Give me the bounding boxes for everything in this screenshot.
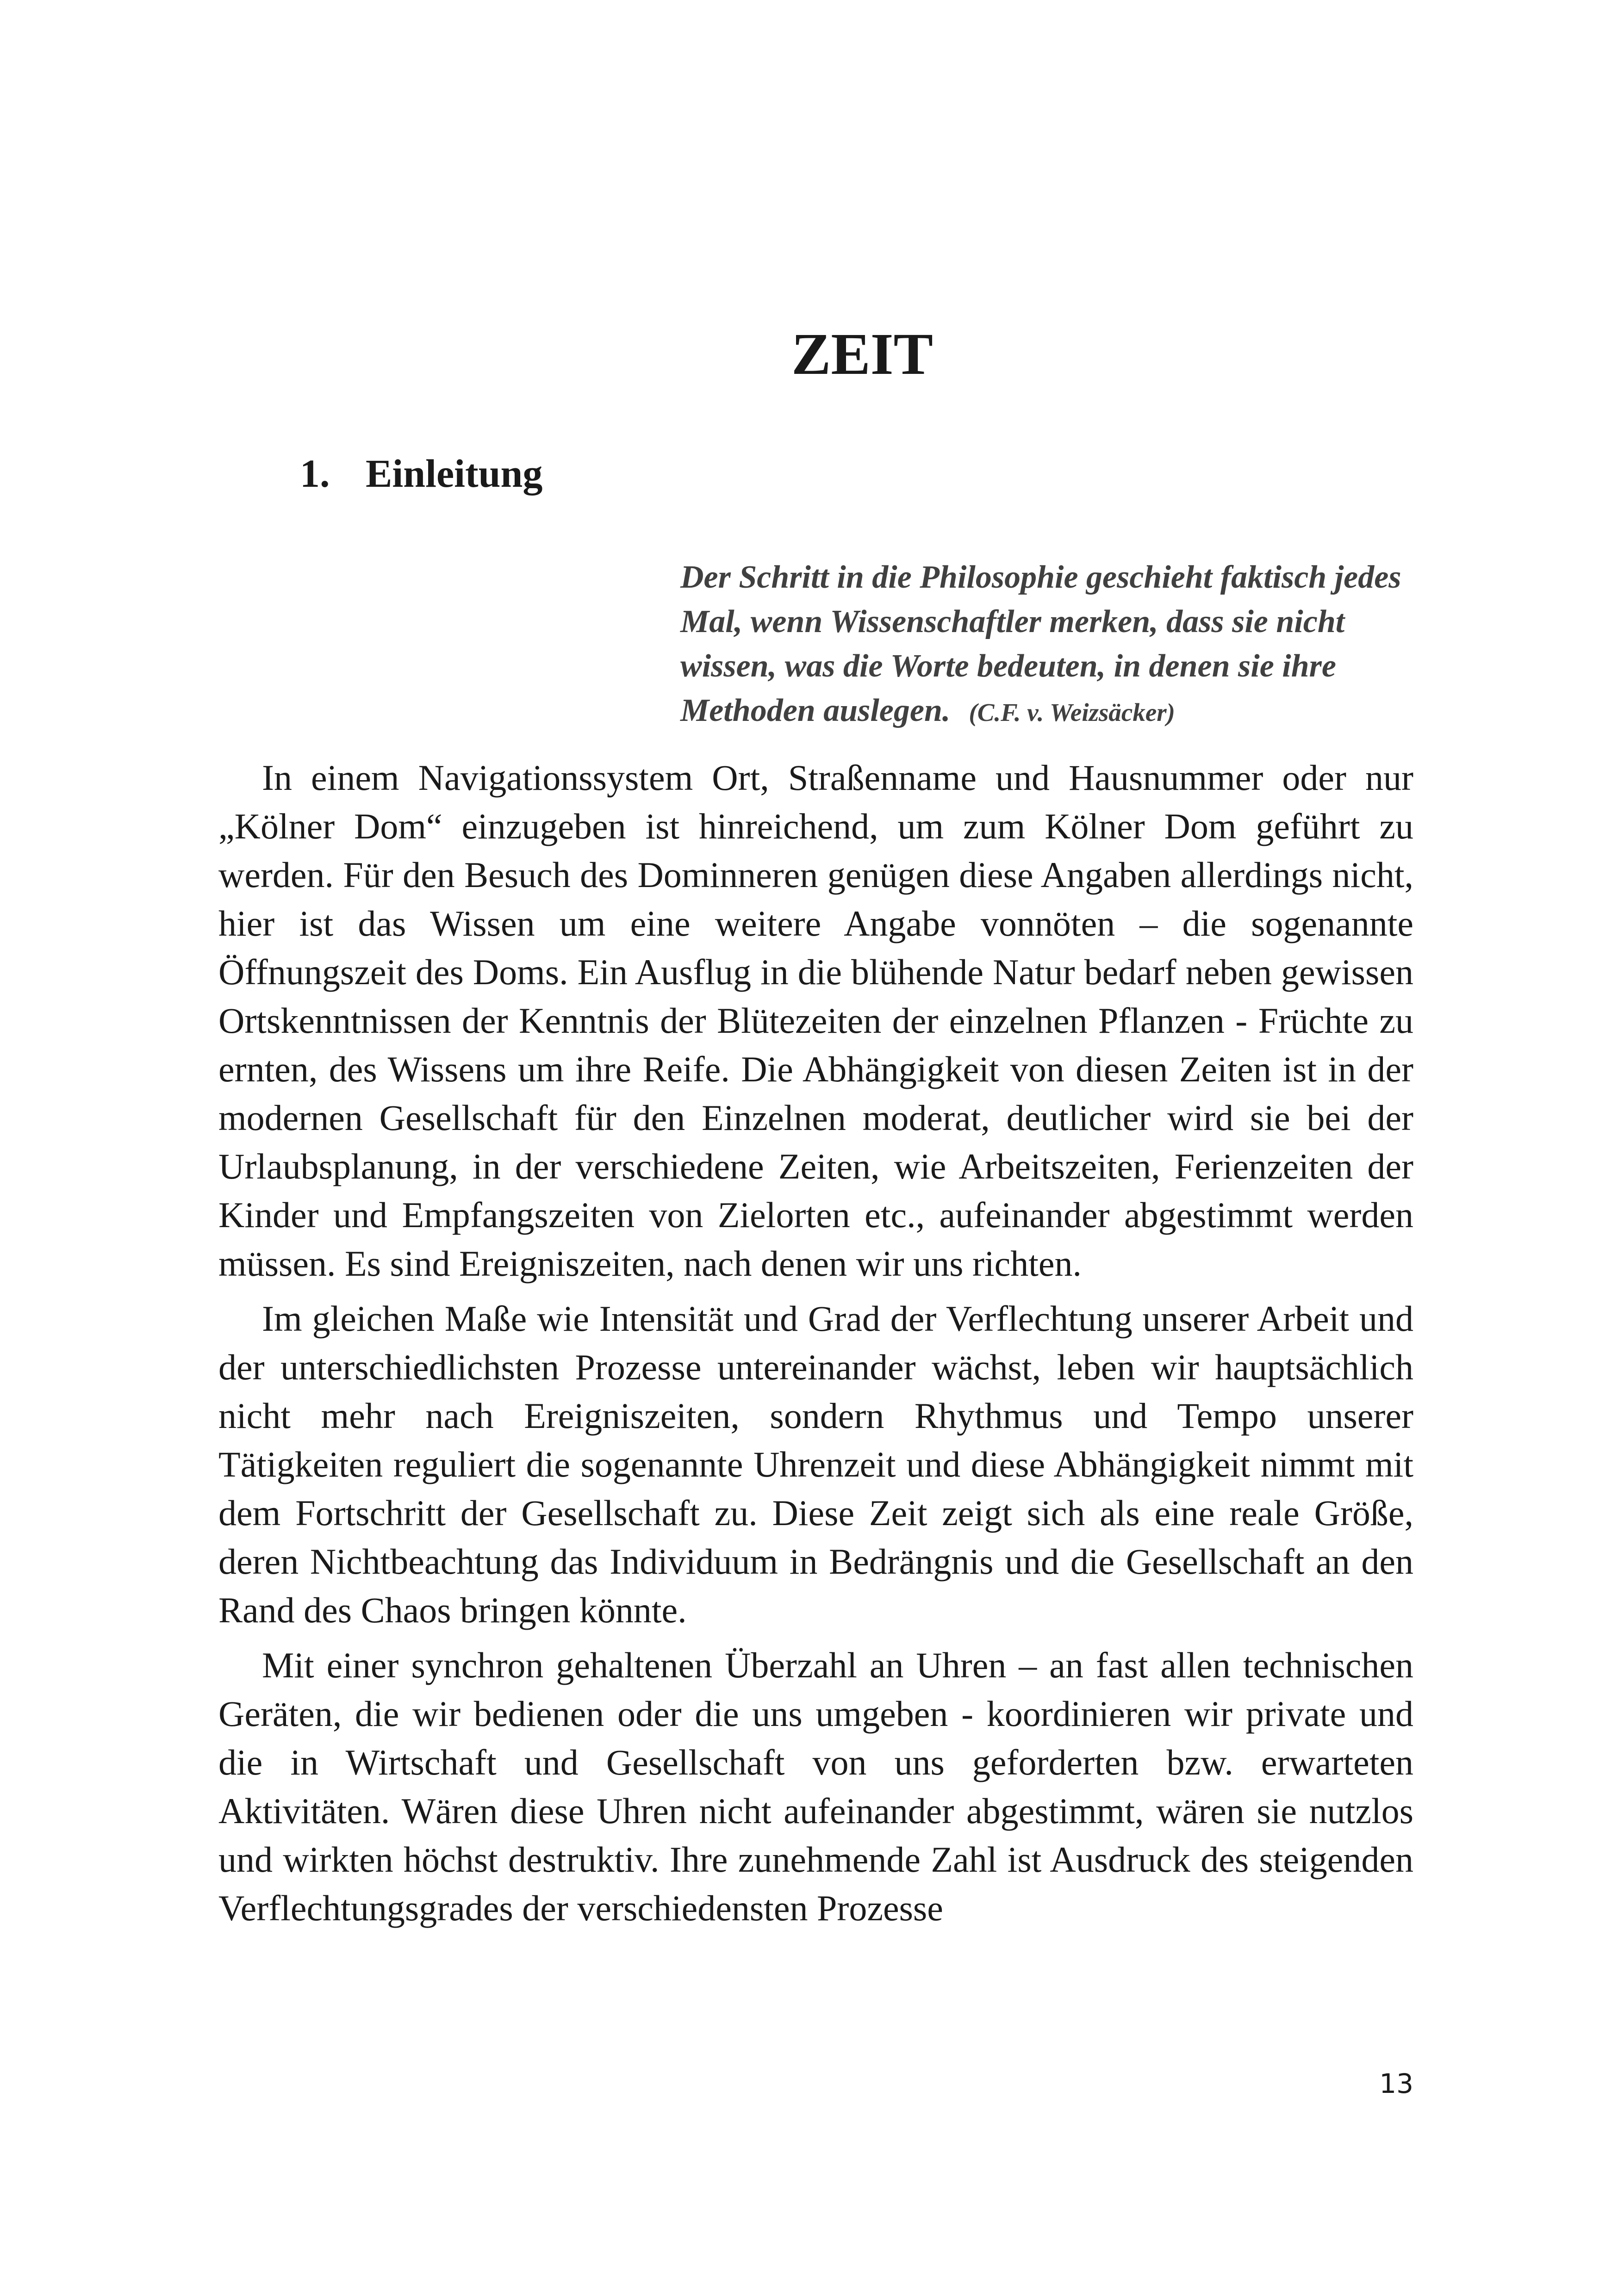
body-text bbox=[218, 753, 1413, 1939]
chapter-title: ZEIT bbox=[791, 321, 933, 387]
paragraph: In einem Navigationssystem Ort, Straßenname und Hausnummer oder nur „Kölner Dom“ einzugeben ist hinreichend, um zum Kölner Dom geführt zu werden. Für den Besuch des Dominneren genügen diese Angaben allerdings nicht, hier ist das Wissen um eine weitere Angabe vonnöten – die sogenannte Öffnungszeit des Doms. Ein Ausflug in die blühende Natur bedarf neben gewissen Ortskenntnissen der Kenntnis der Blütezeiten der einzelnen Pflanzen - Früchte zu ernten, des Wissens um ihre Reife. Die Abhängigkeit von diesen Zeiten ist in der modernen Gesellschaft für den Einzelnen moderat, deutlicher wird sie bei der Urlaubsplanung, in der verschiedene Zeiten, wie Arbeitszeiten, Ferienzeiten der Kinder und Empfangszeiten von Zielorten etc., aufeinander abgestimmt werden müssen. Es sind Ereigniszeiten, nach denen wir uns richten. bbox=[218, 757, 1413, 1284]
section-number: 1. bbox=[300, 451, 330, 496]
epigraph-text: Der Schritt in die Philosophie geschieht faktisch jedes Mal, wenn Wissenschaftler merken, dass sie nicht wissen, was die Worte bedeuten, in denen sie ihre Methoden auslegen. bbox=[680, 559, 1401, 728]
section-heading bbox=[300, 448, 542, 499]
paragraph: Mit einer synchron gehaltenen Überzahl an Uhren – an fast allen technischen Geräten, die wir bedienen oder die uns umgeben - koordinieren wir private und die in Wirtschaft und Gesellschaft von uns geforderten bzw. erwarteten Aktivitäten. Wären diese Uhren nicht aufeinander abgestimmt, wären sie nutzlos und wirkten höchst destruktiv. Ihre zunehmende Zahl ist Ausdruck des steigenden Verflechtungsgrades der verschiedensten Prozesse bbox=[218, 1645, 1413, 1928]
epigraph-source: (C.F. v. Weizsäcker) bbox=[969, 698, 1175, 726]
epigraph bbox=[680, 555, 1430, 735]
page-number: 13 bbox=[1379, 2068, 1413, 2099]
section-title: Einleitung bbox=[366, 451, 543, 496]
paragraph: Im gleichen Maße wie Intensität und Grad der Verflechtung unserer Arbeit und der unterschiedlichsten Prozesse untereinander wächst, leben wir hauptsächlich nicht mehr nach Ereigniszeiten, sondern Rhythmus und Tempo unserer Tätigkeiten reguliert die sogenannte Uhrenzeit und diese Abhängigkeit nimmt mit dem Fortschritt der Gesellschaft zu. Diese Zeit zeigt sich als eine reale Größe, deren Nichtbeachtung das Individuum in Bedrängnis und die Gesellschaft an den Rand des Chaos bringen könnte. bbox=[218, 1298, 1413, 1630]
